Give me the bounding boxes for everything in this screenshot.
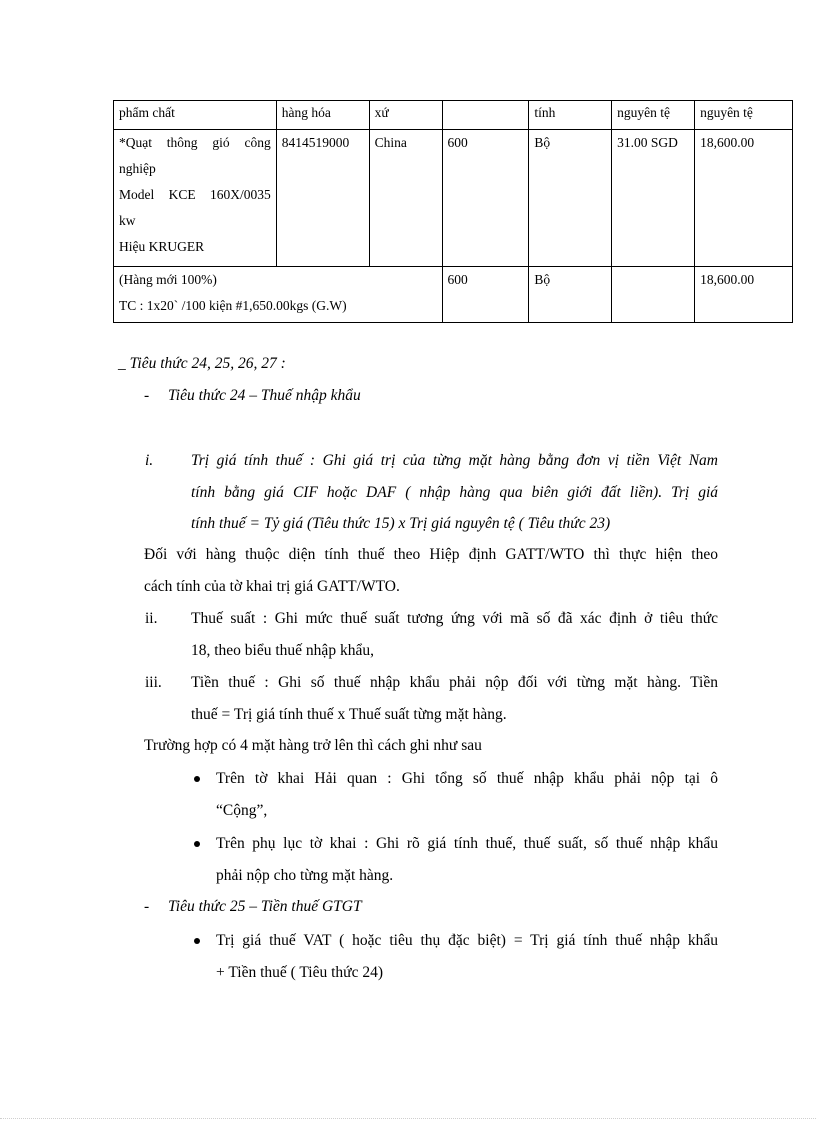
item-desc-line: nghiệp [119,161,156,176]
bullet-line: phải nộp cho từng mặt hàng. [216,867,394,884]
four-items-note: Trường hợp có 4 mặt hàng trở lên thì cách ghi như sau [144,737,482,754]
header-cell [442,101,529,130]
bullet-icon [194,938,200,944]
origin-cell: China [369,130,442,267]
header-cell: nguyên tệ [612,101,695,130]
item-iii-number: iii. [145,674,162,691]
gatt-line: cách tính của tờ khai trị giá GATT/WTO. [144,578,400,595]
item-desc-line: *Quạt thông gió công [119,135,271,150]
item-i-line: tính thuế = Tỷ giá (Tiêu thức 15) x Trị giá nguyên tệ ( Tiêu thức 23) [191,515,611,532]
table-header-row [114,101,793,130]
item-ii-line: Thuế suất : Ghi mức thuế suất tương ứng với mã số đã xác định ở tiêu thức [191,610,718,627]
total-quantity-cell: 600 [442,267,529,323]
header-cell: nguyên tệ [695,101,793,130]
section-24-title: Tiêu thức 24 – Thuế nhập khẩu [168,387,361,404]
item-ii-line: 18, theo biểu thuế nhập khẩu, [191,642,374,659]
amount-cell: 18,600.00 [695,130,793,267]
total-line: TC : 1x20` /100 kiện #1,650.00kgs (G.W) [119,298,347,313]
header-cell: phẩm chất [114,101,277,130]
item-description-cell [114,130,277,267]
total-line: (Hàng mới 100%) [119,272,217,287]
bullet-line: Trên tờ khai Hải quan : Ghi tổng số thuế nhập khẩu phải nộp tại ô [216,770,718,787]
section-heading: _ Tiêu thức 24, 25, 26, 27 : [118,355,286,372]
dash-marker: - [144,387,150,404]
table-row [114,130,793,267]
hs-code-cell: 8414519000 [276,130,369,267]
item-desc-line: kw [119,213,136,228]
item-desc-line: Hiệu KRUGER [119,239,205,254]
unit-cell: Bộ [529,130,612,267]
total-amount-cell: 18,600.00 [695,267,793,323]
header-cell: tính [529,101,612,130]
bullet-line: Trên phụ lục tờ khai : Ghi rõ giá tính thuế, thuế suất, số thuế nhập khẩu [216,835,718,852]
unit-price-cell: 31.00 SGD [612,130,695,267]
item-i-line: Trị giá tính thuế : Ghi giá trị của từng mặt hàng bằng đơn vị tiền Việt Nam [191,452,718,469]
bullet-line: “Cộng”, [216,802,268,819]
bullet-icon [194,776,200,782]
item-ii-number: ii. [145,610,158,627]
total-description-cell [114,267,443,323]
bullet-line: Trị giá thuế VAT ( hoặc tiêu thụ đặc biệt) = Trị giá tính thuế nhập khẩu [216,932,718,949]
quantity-cell: 600 [442,130,529,267]
header-cell: hàng hóa [276,101,369,130]
goods-table [113,100,793,323]
item-iii-line: thuế = Trị giá tính thuế x Thuế suất từng mặt hàng. [191,706,507,723]
header-cell: xứ [369,101,442,130]
gatt-line: Đối với hàng thuộc diện tính thuế theo Hiệp định GATT/WTO thì thực hiện theo [144,546,718,563]
table-total-row [114,267,793,323]
total-unit-cell: Bộ [529,267,612,323]
total-empty-cell [612,267,695,323]
section-25-title: Tiêu thức 25 – Tiền thuế GTGT [168,898,362,915]
item-iii-line: Tiền thuế : Ghi số thuế nhập khẩu phải nộp đối với từng mặt hàng. Tiền [191,674,718,691]
bullet-icon [194,841,200,847]
item-i-number: i. [145,452,154,469]
page-bottom-divider [0,1118,816,1119]
bullet-line: + Tiền thuế ( Tiêu thức 24) [216,964,383,981]
item-i-line: tính bằng giá CIF hoặc DAF ( nhập hàng qua biên giới đất liền). Trị giá [191,484,718,501]
item-desc-line: Model KCE 160X/0035 [119,187,271,202]
dash-marker: - [144,898,150,915]
